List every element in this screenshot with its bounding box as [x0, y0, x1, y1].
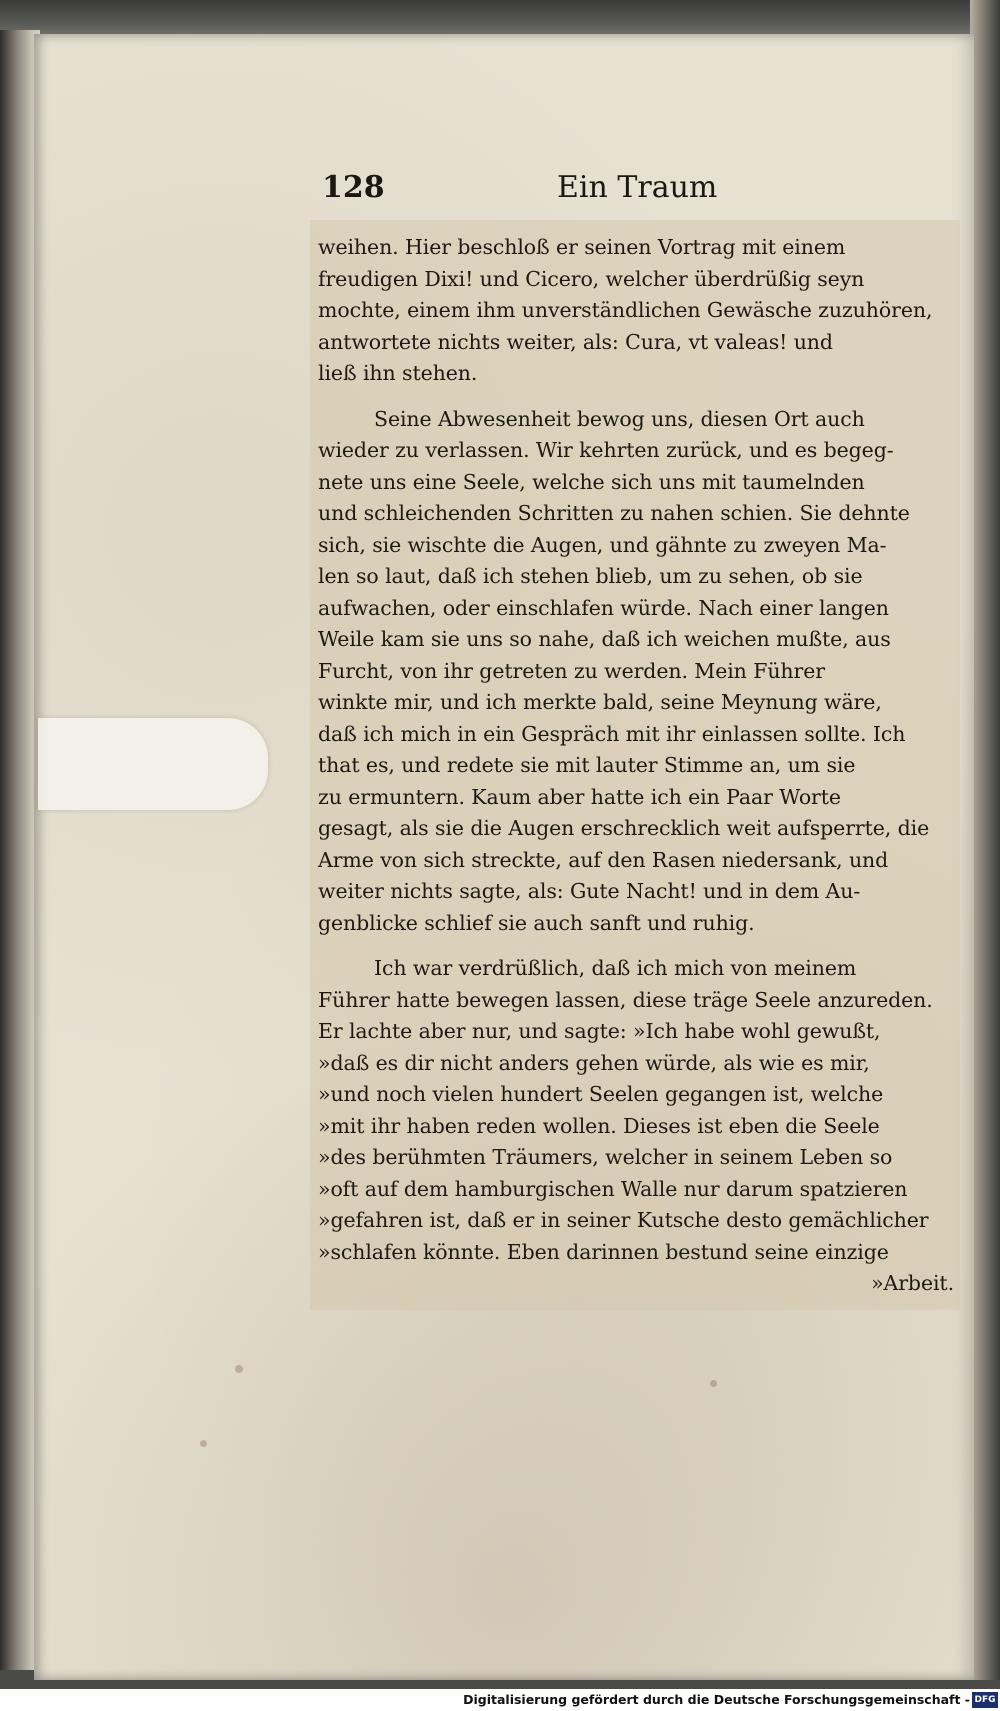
- text-line: sich, sie wischte die Augen, und gähnte zu zweyen Ma-: [318, 532, 887, 557]
- text-line: gesagt, als sie die Augen erschrecklich weit aufsperrte, die: [318, 816, 930, 840]
- text-line: antwortete nichts weiter, als: Cura, vt valeas! und: [318, 329, 833, 354]
- text-line: weihen. Hier beschloß er seinen Vortrag mit einem: [318, 235, 846, 259]
- body-text: [318, 232, 954, 1300]
- text-line: nete uns eine Seele, welche sich uns mit taumelnden: [318, 469, 865, 494]
- text-line: that es, und redete sie mit lauter Stimme an, um sie: [318, 753, 856, 777]
- text-line: Seine Abwesenheit bewog uns, diesen Ort auch: [374, 406, 865, 431]
- text-line: wieder zu verlassen. Wir kehrten zurück, und es begeg-: [318, 438, 894, 462]
- text-line: mochte, einem ihm unverständlichen Gewäsche zuzuhören,: [318, 298, 933, 322]
- text-line: »und noch vielen hundert Seelen gegangen ist, welche: [318, 1082, 884, 1106]
- text-line: ließ ihn stehen.: [318, 361, 478, 385]
- text-line: genblicke schlief sie auch sanft und ruhig.: [318, 910, 755, 935]
- text-line: aufwachen, oder einschlafen würde. Nach einer langen: [318, 595, 889, 620]
- text-line: »daß es dir nicht anders gehen würde, als wie es mir,: [318, 1050, 870, 1075]
- text-line: Ich war verdrüßlich, daß ich mich von meinem: [374, 956, 857, 980]
- text-line: Arme von sich streckte, auf den Rasen niedersank, und: [318, 847, 889, 872]
- text-line: freudigen Dixi! und Cicero, welcher überdrüßig seyn: [318, 266, 865, 291]
- text-line: len so laut, daß ich stehen blieb, um zu sehen, ob sie: [318, 564, 863, 588]
- text-line: Furcht, von ihr getreten zu werden. Mein Führer: [318, 658, 825, 683]
- text-line: winkte mir, und ich merkte bald, seine Meynung wäre,: [318, 690, 882, 714]
- paper-spot: [200, 1440, 207, 1447]
- running-title: Ein Traum: [557, 170, 718, 205]
- paragraph-2: [318, 404, 954, 940]
- text-line: »des berühmten Träumers, welcher in seinem Leben so: [318, 1145, 893, 1169]
- text-line: Führer hatte bewegen lassen, diese träge Seele anzureden.: [318, 987, 933, 1012]
- text-line: Er lachte aber nur, und sagte: »Ich habe wohl gewußt,: [318, 1019, 881, 1043]
- page-header: [322, 170, 952, 214]
- paragraph-3: [318, 953, 954, 1268]
- catchword: »Arbeit.: [871, 1271, 954, 1295]
- paper-spot: [235, 1365, 243, 1373]
- text-line: »gefahren ist, daß er in seiner Kutsche desto gemächlicher: [318, 1208, 929, 1232]
- paragraph-1: [318, 232, 954, 390]
- dfg-logo-icon: DFG: [972, 1692, 998, 1708]
- text-line: »mit ihr haben reden wollen. Dieses ist eben die Seele: [318, 1113, 880, 1138]
- text-line: daß ich mich in ein Gespräch mit ihr einlassen sollte. Ich: [318, 721, 906, 746]
- paper-spot: [710, 1380, 717, 1387]
- funding-credit: Digitalisierung gefördert durch die Deutsche Forschungsgemeinschaft -: [463, 1692, 970, 1707]
- text-line: weiter nichts sagte, als: Gute Nacht! und in dem Au-: [318, 879, 861, 903]
- book-edge-right: [970, 0, 1000, 1680]
- footer-bar: [0, 1689, 1000, 1711]
- text-line: »schlafen könnte. Eben darinnen bestund seine einzige: [318, 1239, 889, 1264]
- text-line: zu ermuntern. Kaum aber hatte ich ein Paar Worte: [318, 784, 841, 809]
- text-line: Weile kam sie uns so nahe, daß ich weichen mußte, aus: [318, 627, 891, 651]
- bookmark-strip: [38, 718, 268, 810]
- page-number: 128: [322, 170, 385, 205]
- text-line: »oft auf dem hamburgischen Walle nur darum spatzieren: [318, 1176, 908, 1201]
- text-line: und schleichenden Schritten zu nahen schien. Sie dehnte: [318, 501, 910, 525]
